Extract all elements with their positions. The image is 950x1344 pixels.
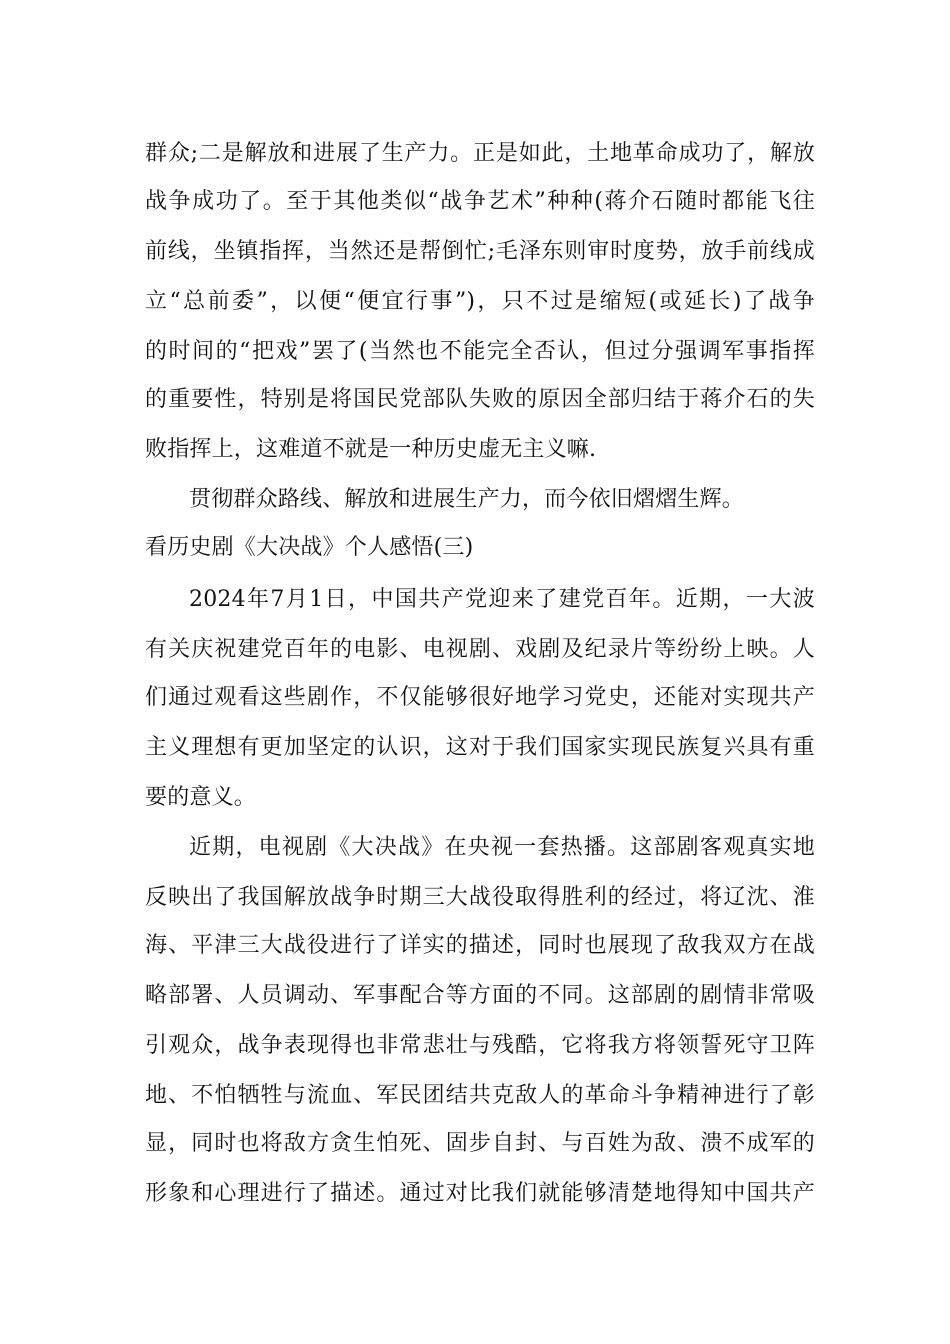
paragraph-line: 近期，电视剧《大决战》在央视一套热播。这部剧客观真实地 (189, 835, 815, 860)
paragraph-line: 贯彻群众路线、解放和进展生产力，而今依旧熠熠生辉。 (189, 487, 745, 512)
text-line: 主义理想有更加坚定的认识，这对于我们国家实现民族复兴具有重 (145, 735, 815, 760)
text-line: 海、平津三大战役进行了详实的描述，同时也展现了敌我双方在战 (145, 933, 815, 958)
text-line: 有关庆祝建党百年的电影、电视剧、戏剧及纪录片等纷纷上映。人 (145, 637, 815, 662)
section-heading: 看历史剧《大决战》个人感悟(三) (145, 535, 474, 560)
text-line: 形象和心理进行了描述。通过对比我们就能够清楚地得知中国共产 (145, 1181, 815, 1206)
text-line: 的重要性，特别是将国民党部队失败的原因全部归结于蒋介石的失 (145, 387, 815, 412)
text-line: 反映出了我国解放战争时期三大战役取得胜利的经过，将辽沈、淮 (145, 885, 815, 910)
text-line: 要的意义。 (145, 785, 257, 810)
text-line: 地、不怕牺牲与流血、军民团结共克敌人的革命斗争精神进行了彰 (145, 1083, 815, 1108)
paragraph-line: 2024年7月1日，中国共产党迎来了建党百年。近期，一大波 (189, 587, 815, 612)
text-line: 显，同时也将敌方贪生怕死、固步自封、与百姓为敌、溃不成军的 (145, 1131, 815, 1156)
text-line: 败指挥上，这难道不就是一种历史虚无主义嘛. (145, 437, 597, 462)
text-line: 们通过观看这些剧作，不仅能够很好地学习党史，还能对实现共产 (145, 685, 815, 710)
text-line: 群众;二是解放和进展了生产力。正是如此，土地革命成功了，解放 (145, 141, 815, 166)
text-line: 战争成功了。至于其他类似“战争艺术”种种(蒋介石随时都能飞往 (145, 189, 815, 214)
text-line: 略部署、人员调动、军事配合等方面的不同。这部剧的剧情非常吸 (145, 983, 815, 1008)
text-line: 引观众，战争表现得也非常悲壮与残酷，它将我方将领誓死守卫阵 (145, 1033, 815, 1058)
text-line: 的时间的“把戏”罢了(当然也不能完全否认，但过分强调军事指挥 (145, 339, 815, 364)
text-line: 立“总前委”，以便“便宜行事”)，只不过是缩短(或延长)了战争 (145, 289, 815, 314)
text-line: 前线，坐镇指挥，当然还是帮倒忙;毛泽东则审时度势，放手前线成 (145, 239, 815, 264)
